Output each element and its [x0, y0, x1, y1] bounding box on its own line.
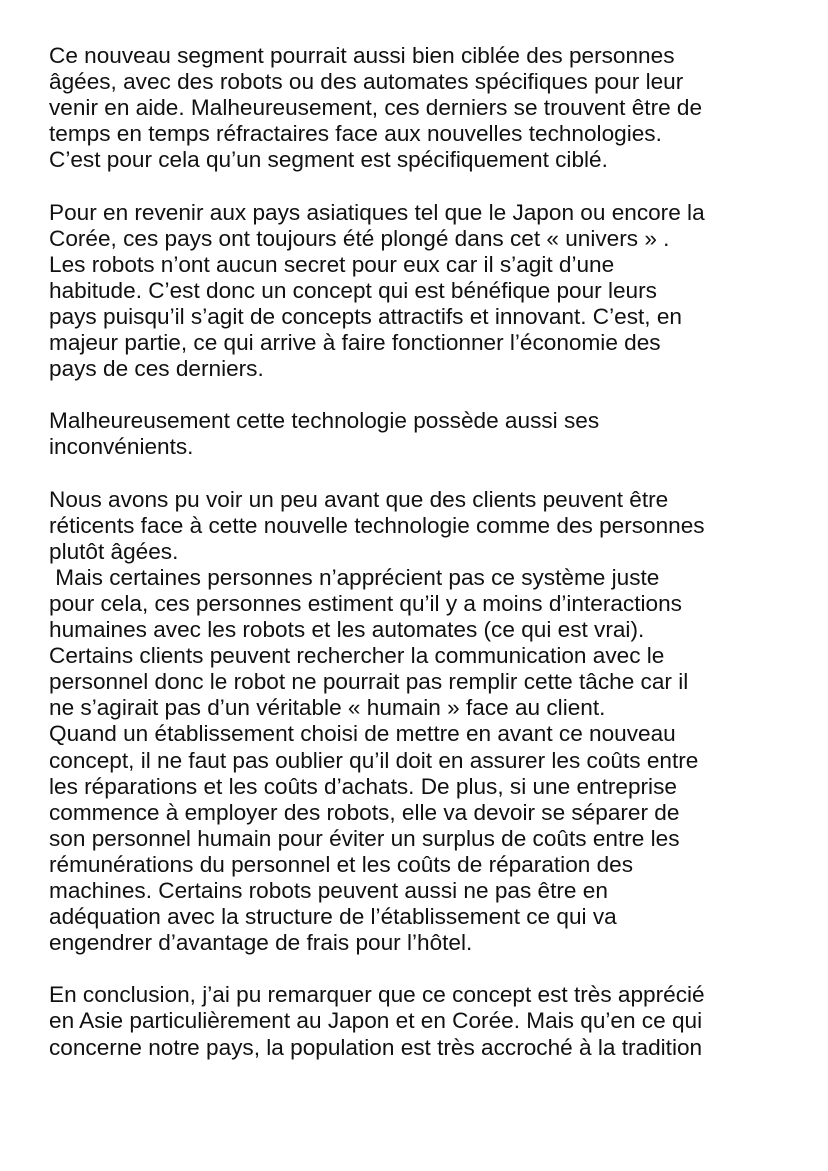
text-line: ne s’agirait pas d’un véritable « humain » face au client. — [49, 695, 606, 721]
paragraph-drawbacks-intro — [49, 408, 789, 460]
text-line: Pour en revenir aux pays asiatiques tel que le Japon ou encore la — [49, 199, 705, 225]
text-line: concept, il ne faut pas oublier qu’il doit en assurer les coûts entre — [49, 747, 699, 773]
text-line: temps en temps réfractaires face aux nouvelles technologies. — [49, 121, 662, 147]
text-line: rémunérations du personnel et les coûts de réparation des — [49, 851, 634, 877]
text-line: adéquation avec la structure de l’établissement ce qui va — [49, 904, 617, 930]
text-line: Malheureusement cette technologie possède aussi ses — [49, 408, 600, 434]
text-line: commence à employer des robots, elle va devoir se séparer de — [49, 799, 680, 825]
text-line: concerne notre pays, la population est très accroché à la tradition — [49, 1034, 703, 1060]
text-line: habitude. C’est donc un concept qui est bénéfique pour leurs — [49, 277, 657, 303]
text-line: en Asie particulièrement au Japon et en Corée. Mais qu’en ce qui — [49, 1008, 703, 1034]
paragraph-drawbacks-detail — [49, 487, 789, 957]
text-line: Les robots n’ont aucun secret pour eux car il s’agit d’une — [49, 251, 615, 277]
text-line: En conclusion, j’ai pu remarquer que ce concept est très apprécié — [49, 982, 705, 1008]
text-line: C’est pour cela qu’un segment est spécifiquement ciblé. — [49, 147, 608, 173]
text-line: pays puisqu’il s’agit de concepts attractifs et innovant. C’est, en — [49, 303, 682, 329]
text-line: pays de ces derniers. — [49, 356, 264, 382]
text-line: majeur partie, ce qui arrive à faire fonctionner l’économie des — [49, 330, 661, 356]
text-line: inconvénients. — [49, 434, 194, 460]
text-line: engendrer d’avantage de frais pour l’hôtel. — [49, 930, 473, 956]
text-line: Corée, ces pays ont toujours été plongé dans cet « univers » . — [49, 225, 670, 251]
paragraph-asian-countries — [49, 200, 789, 383]
text-line: pour cela, ces personnes estiment qu’il y a moins d’interactions — [49, 590, 682, 616]
paragraph-elderly-segment — [49, 43, 789, 173]
text-line: Nous avons pu voir un peu avant que des clients peuvent être — [49, 486, 669, 512]
text-line: les réparations et les coûts d’achats. De plus, si une entreprise — [49, 773, 677, 799]
text-line: âgées, avec des robots ou des automates spécifiques pour leur — [49, 69, 684, 95]
text-line: Certains clients peuvent rechercher la communication avec le — [49, 643, 665, 669]
text-line: plutôt âgées. — [49, 538, 179, 564]
text-line: réticents face à cette nouvelle technologie comme des personnes — [49, 512, 705, 538]
text-line: Quand un établissement choisi de mettre en avant ce nouveau — [49, 721, 676, 747]
text-line: humaines avec les robots et les automates (ce qui est vrai). — [49, 617, 645, 643]
paragraph-conclusion — [49, 982, 789, 1060]
text-line: Mais certaines personnes n’apprécient pas ce système juste — [49, 564, 660, 590]
text-line: Ce nouveau segment pourrait aussi bien ciblée des personnes — [49, 43, 675, 68]
document-page — [49, 43, 789, 1087]
text-line: son personnel humain pour éviter un surplus de coûts entre les — [49, 825, 680, 851]
text-line: machines. Certains robots peuvent aussi ne pas être en — [49, 878, 608, 903]
text-line: personnel donc le robot ne pourrait pas remplir cette tâche car il — [49, 669, 689, 695]
text-line: venir en aide. Malheureusement, ces derniers se trouvent être de — [49, 95, 703, 121]
